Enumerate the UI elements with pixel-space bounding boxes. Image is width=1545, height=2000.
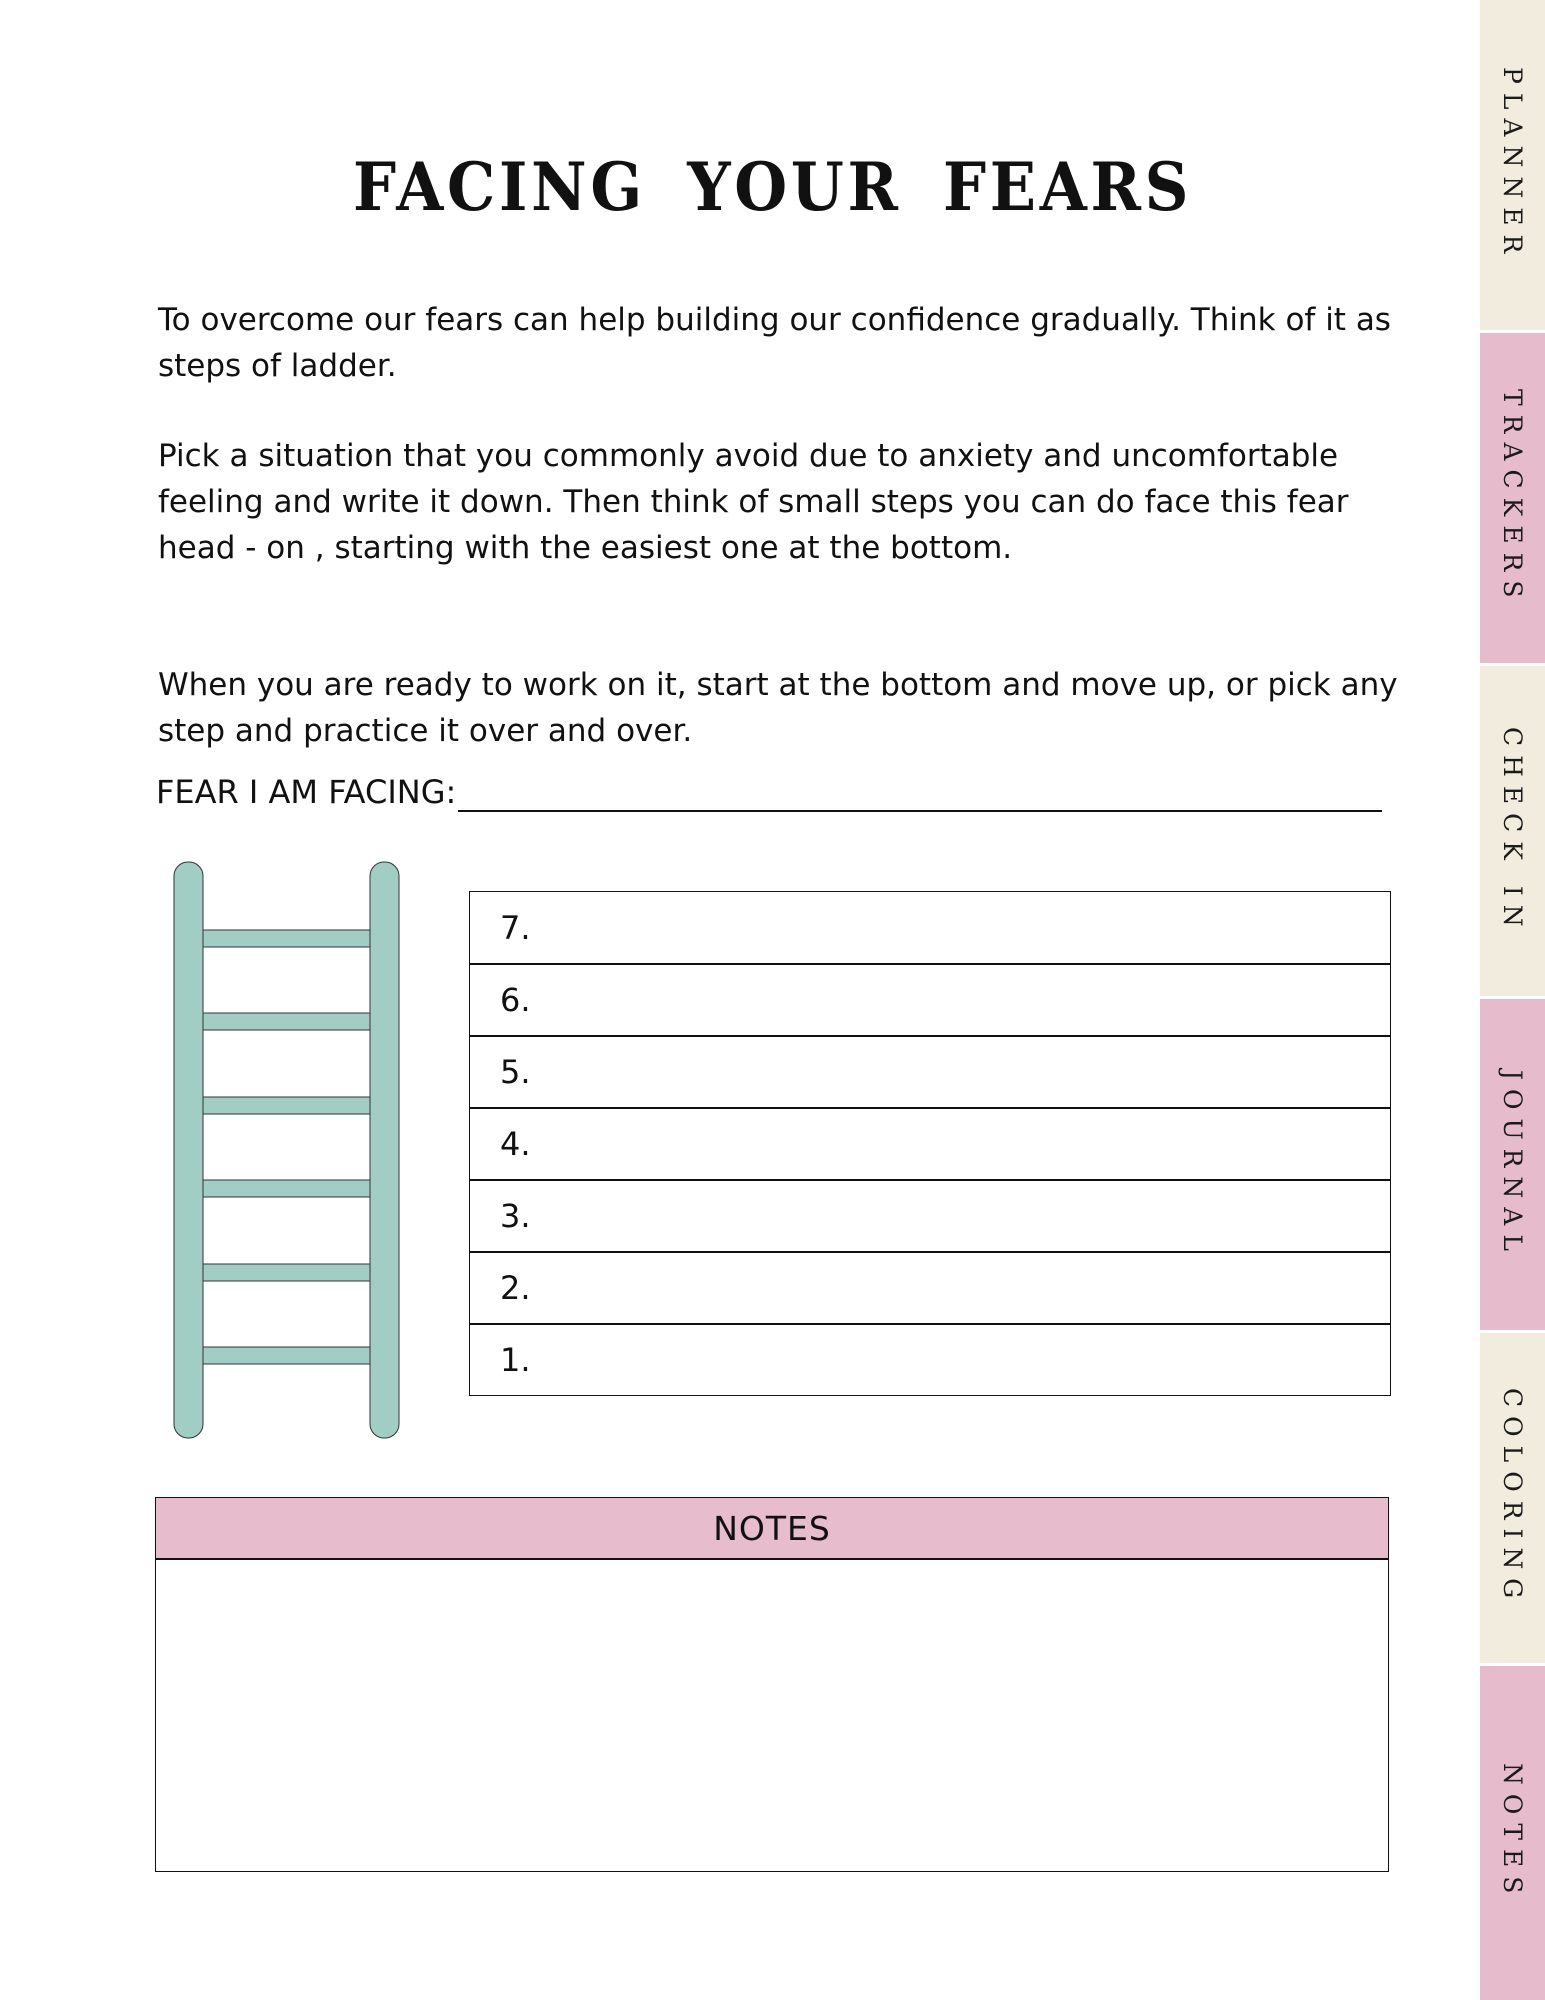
step-number: 4. [500,1125,531,1163]
ladder-rung [202,1013,370,1030]
ladder-rung [202,930,370,947]
step-row-6[interactable] [470,963,1390,1035]
notes-box [155,1497,1389,1872]
tab-trackers[interactable] [1480,333,1545,666]
fear-input-line[interactable] [458,770,1382,812]
step-number: 2. [500,1269,531,1307]
tab-notes[interactable] [1480,1666,1545,2000]
step-row-7[interactable] [470,892,1390,963]
tab-label: TRACKERS [1498,389,1527,607]
tab-label: PLANNER [1498,67,1527,263]
tab-planner[interactable] [1480,0,1545,333]
intro-paragraph-1: To overcome our fears can help building our confidence gradually. Think of it as steps of ladder. [158,302,1391,384]
step-number: 1. [500,1341,531,1379]
step-row-4[interactable] [470,1107,1390,1179]
tab-coloring[interactable] [1480,1333,1545,1666]
ladder-rung [202,1264,370,1281]
step-row-3[interactable] [470,1179,1390,1251]
ladder-rung [202,1347,370,1364]
page-title: FACING YOUR FEARS [353,148,1193,226]
ladder-illustration [172,860,404,1440]
ladder-rung [202,1180,370,1197]
notes-area[interactable] [156,1560,1388,1872]
tab-label: COLORING [1498,1388,1527,1608]
step-number: 5. [500,1053,531,1091]
fear-ladder-steps [469,891,1391,1396]
fear-field [156,768,1382,812]
section-tabs [1480,0,1545,2000]
tab-journal[interactable] [1480,999,1545,1333]
tab-check-in[interactable] [1480,666,1545,999]
tab-label: NOTES [1498,1763,1527,1903]
step-number: 3. [500,1197,531,1235]
ladder-rail-right [370,862,399,1438]
step-row-1[interactable] [470,1323,1390,1395]
tab-label: JOURNAL [1498,1069,1527,1260]
ladder-rung [202,1097,370,1114]
step-number: 6. [500,981,531,1019]
fear-label: FEAR I AM FACING: [156,773,457,811]
step-number: 7. [500,908,531,947]
notes-header: NOTES [156,1498,1388,1560]
tab-label: CHECK IN [1498,726,1527,936]
step-row-5[interactable] [470,1035,1390,1107]
intro-paragraph-3: When you are ready to work on it, start at the bottom and move up, or pick any step and practice it over and over. [158,667,1398,749]
ladder-rail-left [174,862,203,1438]
step-row-2[interactable] [470,1251,1390,1323]
intro-paragraph-2: Pick a situation that you commonly avoid due to anxiety and uncomfortable feeling and write it down. Then think of small steps you can do face this fear head - on , starting with the easiest one at the bottom. [158,438,1349,566]
